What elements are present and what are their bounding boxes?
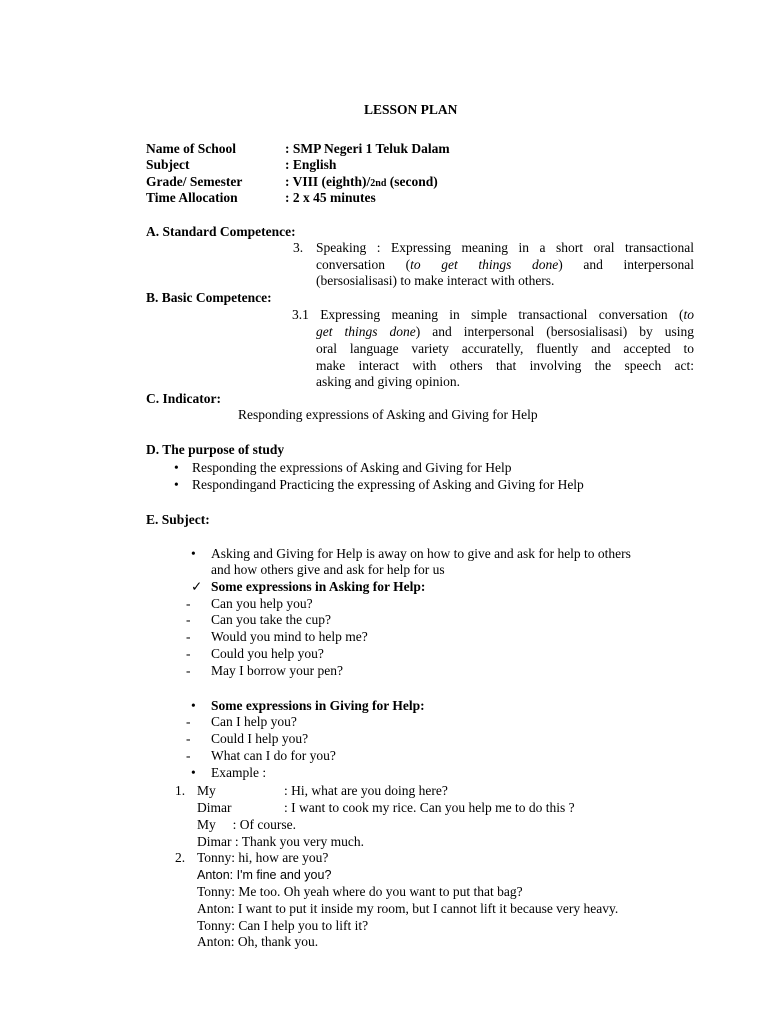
- bullet-icon: •: [174, 460, 179, 475]
- dialog-2-line-5: Tonny: Can I help you to lift it?: [197, 918, 369, 933]
- section-b-line-2-italic: get things done: [316, 324, 416, 339]
- dash-icon: -: [186, 646, 191, 661]
- dash-icon: -: [186, 612, 191, 627]
- asking-item-1: Can you help you?: [211, 596, 313, 611]
- dash-icon: -: [186, 714, 191, 729]
- dialog-2-line-4: Anton: I want to put it inside my room, but I cannot lift it because very heavy.: [197, 901, 619, 916]
- dialog-2-line-1: Tonny: hi, how are you?: [197, 850, 329, 865]
- grade-value-ordinal: 2nd: [370, 178, 387, 189]
- school-value: : SMP Negeri 1 Teluk Dalam: [285, 141, 450, 156]
- bullet-icon: •: [191, 765, 196, 780]
- time-label: Time Allocation: [146, 190, 238, 205]
- dash-icon: -: [186, 748, 191, 763]
- dash-icon: -: [186, 629, 191, 644]
- section-b-heading: B. Basic Competence:: [146, 290, 272, 305]
- dash-icon: -: [186, 596, 191, 611]
- dash-icon: -: [186, 731, 191, 746]
- asking-item-5: May I borrow your pen?: [211, 663, 343, 678]
- section-a-line-1: Speaking : Expressing meaning in a short oral transactional: [316, 240, 694, 255]
- page-title: LESSON PLAN: [364, 102, 458, 117]
- purpose-item-1: Responding the expressions of Asking and Giving for Help: [192, 460, 512, 475]
- section-c-heading: C. Indicator:: [146, 391, 221, 406]
- giving-heading: Some expressions in Giving for Help:: [211, 698, 425, 713]
- section-b-line-2-end: ) and interpersonal (bersosialisasi) by using: [415, 324, 694, 339]
- subject-value: : English: [285, 157, 337, 172]
- subject-intro-line-1: Asking and Giving for Help is away on how to give and ask for help to others: [211, 546, 631, 561]
- giving-item-2: Could I help you?: [211, 731, 309, 746]
- dialog-1-speaker-2: Dimar: [197, 800, 232, 815]
- dialog-2-number: 2.: [175, 850, 186, 865]
- asking-heading: Some expressions in Asking for Help:: [211, 579, 426, 594]
- section-b-line-1-start: 3.1 Expressing meaning in simple transactional conversation (: [292, 307, 684, 322]
- bullet-icon: •: [174, 477, 179, 492]
- section-b-line-3: oral language variety accuratelly, fluently and accepted to: [316, 341, 694, 356]
- section-a-line-2: [316, 257, 694, 273]
- section-b-line-1-italic: to: [683, 307, 694, 322]
- dialog-1-text-1: : Hi, what are you doing here?: [284, 783, 448, 798]
- check-icon: ✓: [191, 579, 203, 594]
- giving-item-1: Can I help you?: [211, 714, 297, 729]
- dialog-1-text-2: : I want to cook my rice. Can you help me to do this ?: [284, 800, 575, 815]
- section-b-line-4: make interact with others that involving the speech act:: [316, 358, 694, 373]
- grade-value-second: (second): [386, 174, 438, 189]
- bullet-icon: •: [191, 546, 196, 561]
- section-a-line-2-end: ) and interpersonal: [558, 257, 694, 272]
- section-a-line-2-italic: to get things done: [410, 257, 559, 272]
- dialog-2-line-6: Anton: Oh, thank you.: [197, 934, 319, 949]
- dialog-2-line-3: Tonny: Me too. Oh yeah where do you want to put that bag?: [197, 884, 523, 899]
- dialog-1-speaker-1: My: [197, 783, 216, 798]
- indicator-text: Responding expressions of Asking and Giving for Help: [238, 407, 538, 422]
- asking-item-2: Can you take the cup?: [211, 612, 331, 627]
- example-label: Example :: [211, 765, 267, 780]
- section-a-line-2-start: conversation (: [316, 257, 411, 272]
- dialog-1-line-4: Dimar : Thank you very much.: [197, 834, 364, 849]
- section-a-number: 3.: [293, 240, 304, 255]
- section-b-line-5: asking and giving opinion.: [316, 374, 460, 389]
- giving-item-3: What can I do for you?: [211, 748, 336, 763]
- asking-item-4: Could you help you?: [211, 646, 324, 661]
- purpose-item-2: Respondingand Practicing the expressing of Asking and Giving for Help: [192, 477, 584, 492]
- grade-value-main: : VIII (eighth)/: [285, 174, 371, 189]
- section-d-heading: D. The purpose of study: [146, 442, 285, 457]
- subject-intro-line-2: and how others give and ask for help for us: [211, 562, 445, 577]
- section-e-heading: E. Subject:: [146, 512, 210, 527]
- bullet-icon: •: [191, 698, 196, 713]
- section-a-line-3: (bersosialisasi) to make interact with others.: [316, 273, 555, 288]
- section-b-line-1: [292, 307, 694, 323]
- dialog-1-line-3: My : Of course.: [197, 817, 296, 832]
- asking-item-3: Would you mind to help me?: [211, 629, 368, 644]
- dialog-2-line-2: Anton: I'm fine and you?: [197, 868, 332, 882]
- section-b-line-2: [316, 324, 694, 340]
- school-label: Name of School: [146, 141, 236, 156]
- dialog-1-number: 1.: [175, 783, 186, 798]
- section-a-heading: A. Standard Competence:: [146, 224, 296, 239]
- dash-icon: -: [186, 663, 191, 678]
- subject-label: Subject: [146, 157, 190, 172]
- grade-label: Grade/ Semester: [146, 174, 243, 189]
- time-value: : 2 x 45 minutes: [285, 190, 376, 205]
